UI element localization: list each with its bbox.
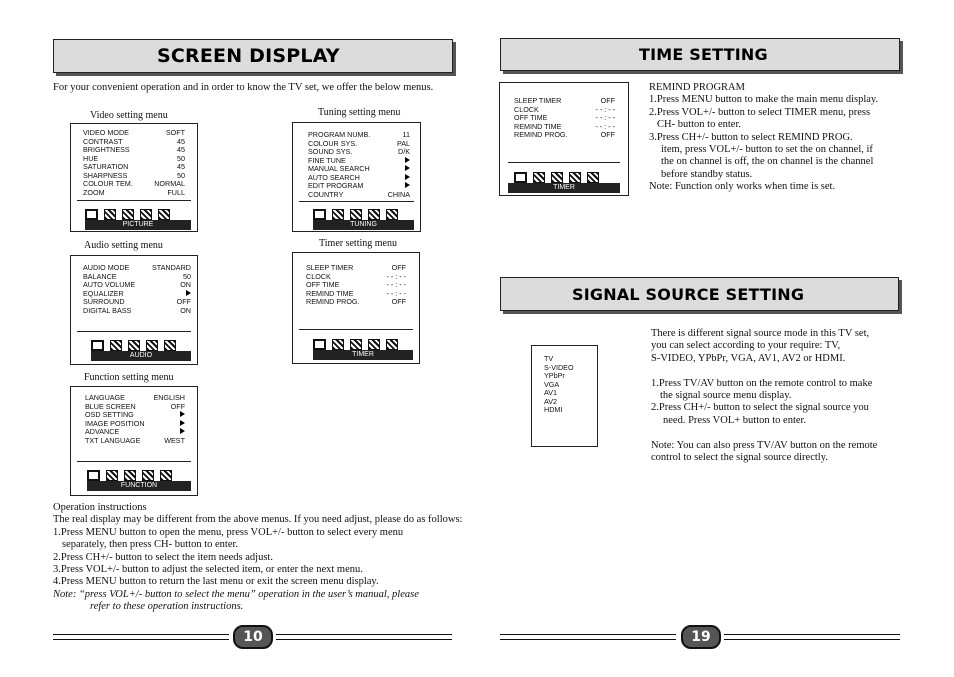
signal-line: need. Press VOL+ button to enter. (663, 414, 807, 426)
remind-line: CH- button to enter. (657, 119, 741, 131)
menu-row: OFF TIME - - : - - (514, 113, 615, 122)
audio-menu-rows (83, 264, 191, 315)
audio-menu (70, 255, 198, 365)
timer-icon (142, 470, 154, 481)
menu-row: TXT LANGUAGE WEST (85, 435, 185, 445)
function-icon (164, 340, 176, 351)
menu-row: IMAGE POSITION (85, 420, 185, 429)
submenu-arrow-icon (180, 428, 185, 434)
menu-row: DIGITAL BASS ON (83, 305, 191, 315)
video-menu-rows (83, 129, 185, 197)
footer-rule-left (276, 634, 452, 640)
menu-label-bar: TIMER (508, 183, 620, 193)
menu-row: SATURATION 45 (83, 162, 185, 171)
page-number: 10 (233, 625, 273, 649)
menu-row: REMIND TIME - - : - - (306, 288, 406, 298)
function-icon (386, 339, 398, 350)
tv-icon (313, 339, 326, 350)
signal-note: Note: You can also press TV/AV button on the remote (651, 439, 878, 451)
remind-line: before standby status. (661, 168, 753, 180)
video-caption: Video setting menu (90, 110, 168, 121)
remind-line: the on channel is off, the on channel is the channel (661, 156, 874, 168)
signal-line: 2.Press CH+/- button to select the signal source you (651, 402, 869, 414)
instructions-line1: The real display may be different from the above menus. If you need adjust, please do as follows: (53, 514, 463, 526)
menu-icon-strip (91, 337, 176, 351)
tv-icon (313, 209, 326, 220)
tv-icon (85, 209, 98, 220)
menu-row: OSD SETTING (85, 411, 185, 420)
menu-row: REMIND PROG. OFF (306, 297, 406, 306)
menu-row: FINE TUNE (308, 157, 410, 166)
menu-row: OFF TIME - - : - - (306, 280, 406, 289)
audio-caption: Audio setting menu (84, 240, 163, 251)
signal-source-list (544, 355, 594, 415)
footer-rule-right (724, 634, 900, 640)
remind-note: Note: Function only works when time is set. (649, 181, 836, 193)
function-menu (70, 386, 198, 496)
intro-text: For your convenient operation and in order to know the TV set, we offer the below menus. (53, 82, 434, 93)
menu-row: MANUAL SEARCH (308, 165, 410, 174)
menu-row: COLOUR SYS. PAL (308, 138, 410, 148)
menu-row: SLEEP TIMER OFF (306, 263, 406, 272)
menu-row: CLOCK - - : - - (514, 104, 615, 114)
function-icon (386, 209, 398, 220)
menu-row: REMIND TIME - - : - - (514, 121, 615, 131)
spacer (651, 427, 913, 439)
function-icon (587, 172, 599, 183)
instructions-step1a: 1.Press MENU button to open the menu, press VOL+/- button to select every menu (53, 526, 404, 538)
remind-line: 3.Press CH+/- button to select REMIND PROG. (649, 131, 853, 143)
menu-row: EQUALIZER (83, 290, 191, 299)
menu-row: CONTRAST 45 (83, 136, 185, 146)
submenu-arrow-icon (180, 420, 185, 426)
tv-icon (87, 470, 100, 481)
signal-line: There is different signal source mode in this TV set, (651, 328, 870, 339)
source-item: AV1 (544, 388, 558, 397)
remind-line: 2.Press VOL+/- button to select TIMER menu, press (649, 106, 871, 118)
submenu-arrow-icon (405, 174, 410, 180)
signal-line: the signal source menu display. (660, 390, 792, 402)
menu-row: AUTO VOLUME ON (83, 280, 191, 289)
menu-row: ZOOM FULL (83, 187, 185, 197)
timer-icon (569, 172, 581, 183)
signal-note: control to select the signal source directly. (651, 452, 828, 464)
timer-menu-rows (514, 97, 615, 140)
submenu-arrow-icon (405, 182, 410, 188)
source-item: AV2 (544, 396, 558, 406)
source-item: HDMI (544, 405, 563, 414)
menu-separator (77, 331, 191, 332)
instructions-step1b: separately, then press CH- button to enter. (62, 539, 239, 551)
menu-label-bar: TUNING (313, 220, 414, 230)
menu-row: BRIGHTNESS 45 (83, 145, 185, 154)
spacer (651, 365, 913, 377)
instructions-note-a: Note: “press VOL+/- button to select the menu” operation in the user’s manual, please (53, 588, 419, 600)
menu-label-bar: TIMER (313, 350, 413, 360)
audio-icon (551, 172, 563, 183)
screen-display-title: SCREEN DISPLAY (157, 45, 340, 67)
picture-icon (332, 209, 344, 220)
menu-icon-strip (87, 467, 172, 481)
menu-separator (508, 162, 620, 163)
timer-caption: Timer setting menu (319, 238, 397, 249)
menu-row: HUE 50 (83, 153, 185, 163)
signal-line: you can select according to your require: TV, (651, 340, 841, 352)
picture-icon (533, 172, 545, 183)
menu-row: VIDEO MODE SOFT (83, 128, 185, 137)
menu-separator (299, 329, 413, 330)
menu-row: REMIND PROG. OFF (514, 130, 615, 139)
function-caption: Function setting menu (84, 372, 174, 383)
picture-icon (106, 470, 118, 481)
tuning-caption: Tuning setting menu (318, 107, 401, 118)
tv-icon (514, 172, 527, 183)
timer-icon (368, 209, 380, 220)
menu-icon-strip (85, 206, 170, 220)
menu-label-bar: PICTURE (85, 220, 191, 230)
submenu-arrow-icon (405, 157, 410, 163)
audio-icon (122, 209, 134, 220)
menu-row: CLOCK - - : - - (306, 271, 406, 281)
tv-icon (91, 340, 104, 351)
source-item: YPbPr (544, 371, 565, 380)
picture-icon (104, 209, 116, 220)
time-setting-header (500, 38, 900, 71)
menu-row: COLOUR TEM. NORMAL (83, 179, 185, 188)
timer-icon (146, 340, 158, 351)
menu-separator (77, 461, 191, 462)
menu-icon-strip (313, 206, 398, 220)
tuning-menu (292, 122, 421, 232)
audio-icon (350, 339, 362, 350)
submenu-arrow-icon (186, 290, 191, 296)
signal-source-menu (531, 345, 598, 447)
instructions-step2: 2.Press CH+/- button to select the item needs adjust. (53, 551, 273, 563)
submenu-arrow-icon (405, 165, 410, 171)
function-icon (158, 209, 170, 220)
menu-row: BALANCE 50 (83, 271, 191, 281)
instructions-note-b: refer to these operation instructions. (90, 601, 244, 613)
menu-row: ADVANCE (85, 428, 185, 437)
menu-row: BLUE SCREEN OFF (85, 401, 185, 411)
audio-icon (124, 470, 136, 481)
source-item: S-VIDEO (544, 362, 574, 372)
timer-icon (368, 339, 380, 350)
screen-display-header (53, 39, 453, 73)
instructions-step4: 4.Press MENU button to return the last menu or exit the screen menu display. (53, 576, 379, 588)
timer-menu-rows (306, 264, 406, 307)
signal-line: S-VIDEO, YPbPr, VGA, AV1, AV2 or HDMI. (651, 352, 846, 364)
footer-rule-left (53, 634, 229, 640)
function-menu-rows (85, 394, 185, 445)
tuning-menu-rows (308, 131, 410, 199)
timer-icon (140, 209, 152, 220)
menu-row: EDIT PROGRAM (308, 182, 410, 191)
operation-instructions (53, 502, 463, 614)
menu-row: SURROUND OFF (83, 297, 191, 306)
remind-line: 1.Press MENU button to make the main menu display. (649, 94, 879, 106)
menu-label-bar: FUNCTION (87, 481, 191, 491)
picture-icon (110, 340, 122, 351)
menu-row: AUDIO MODE STANDARD (83, 263, 191, 272)
remind-title: REMIND PROGRAM (649, 82, 745, 93)
menu-row: COUNTRY CHINA (308, 189, 410, 199)
menu-icon-strip (313, 336, 398, 350)
menu-row: PROGRAM NUMB. 11 (308, 130, 410, 139)
instructions-step3: 3.Press VOL+/- button to adjust the selected item, or enter the next menu. (53, 564, 363, 576)
signal-source-header (500, 277, 899, 311)
signal-source-title: SIGNAL SOURCE SETTING (572, 284, 805, 304)
audio-icon (350, 209, 362, 220)
menu-label-bar: AUDIO (91, 351, 191, 361)
menu-separator (77, 200, 191, 201)
menu-row: LANGUAGE ENGLISH (85, 393, 185, 402)
signal-line: 1.Press TV/AV button on the remote control to make (651, 377, 873, 389)
video-menu (70, 123, 198, 232)
submenu-arrow-icon (180, 411, 185, 417)
remind-program-text (649, 82, 909, 194)
timer-menu-right (499, 82, 629, 196)
time-setting-title: TIME SETTING (639, 45, 768, 64)
function-icon (160, 470, 172, 481)
instructions-title: Operation instructions (53, 502, 147, 513)
remind-line: item, press VOL+/- button to set the on channel, if (661, 144, 873, 156)
picture-icon (332, 339, 344, 350)
menu-icon-strip (514, 169, 599, 183)
source-item: VGA (544, 379, 560, 389)
footer-rule-right (500, 634, 676, 640)
audio-icon (128, 340, 140, 351)
menu-row: AUTO SEARCH (308, 174, 410, 183)
signal-source-text (651, 328, 913, 464)
source-item: TV (544, 354, 554, 363)
menu-row: SHARPNESS 50 (83, 170, 185, 180)
timer-menu-left (292, 252, 420, 364)
menu-row: SOUND SYS. D/K (308, 147, 410, 156)
page-number: 19 (681, 625, 721, 649)
menu-separator (299, 201, 414, 202)
menu-row: SLEEP TIMER OFF (514, 96, 615, 105)
